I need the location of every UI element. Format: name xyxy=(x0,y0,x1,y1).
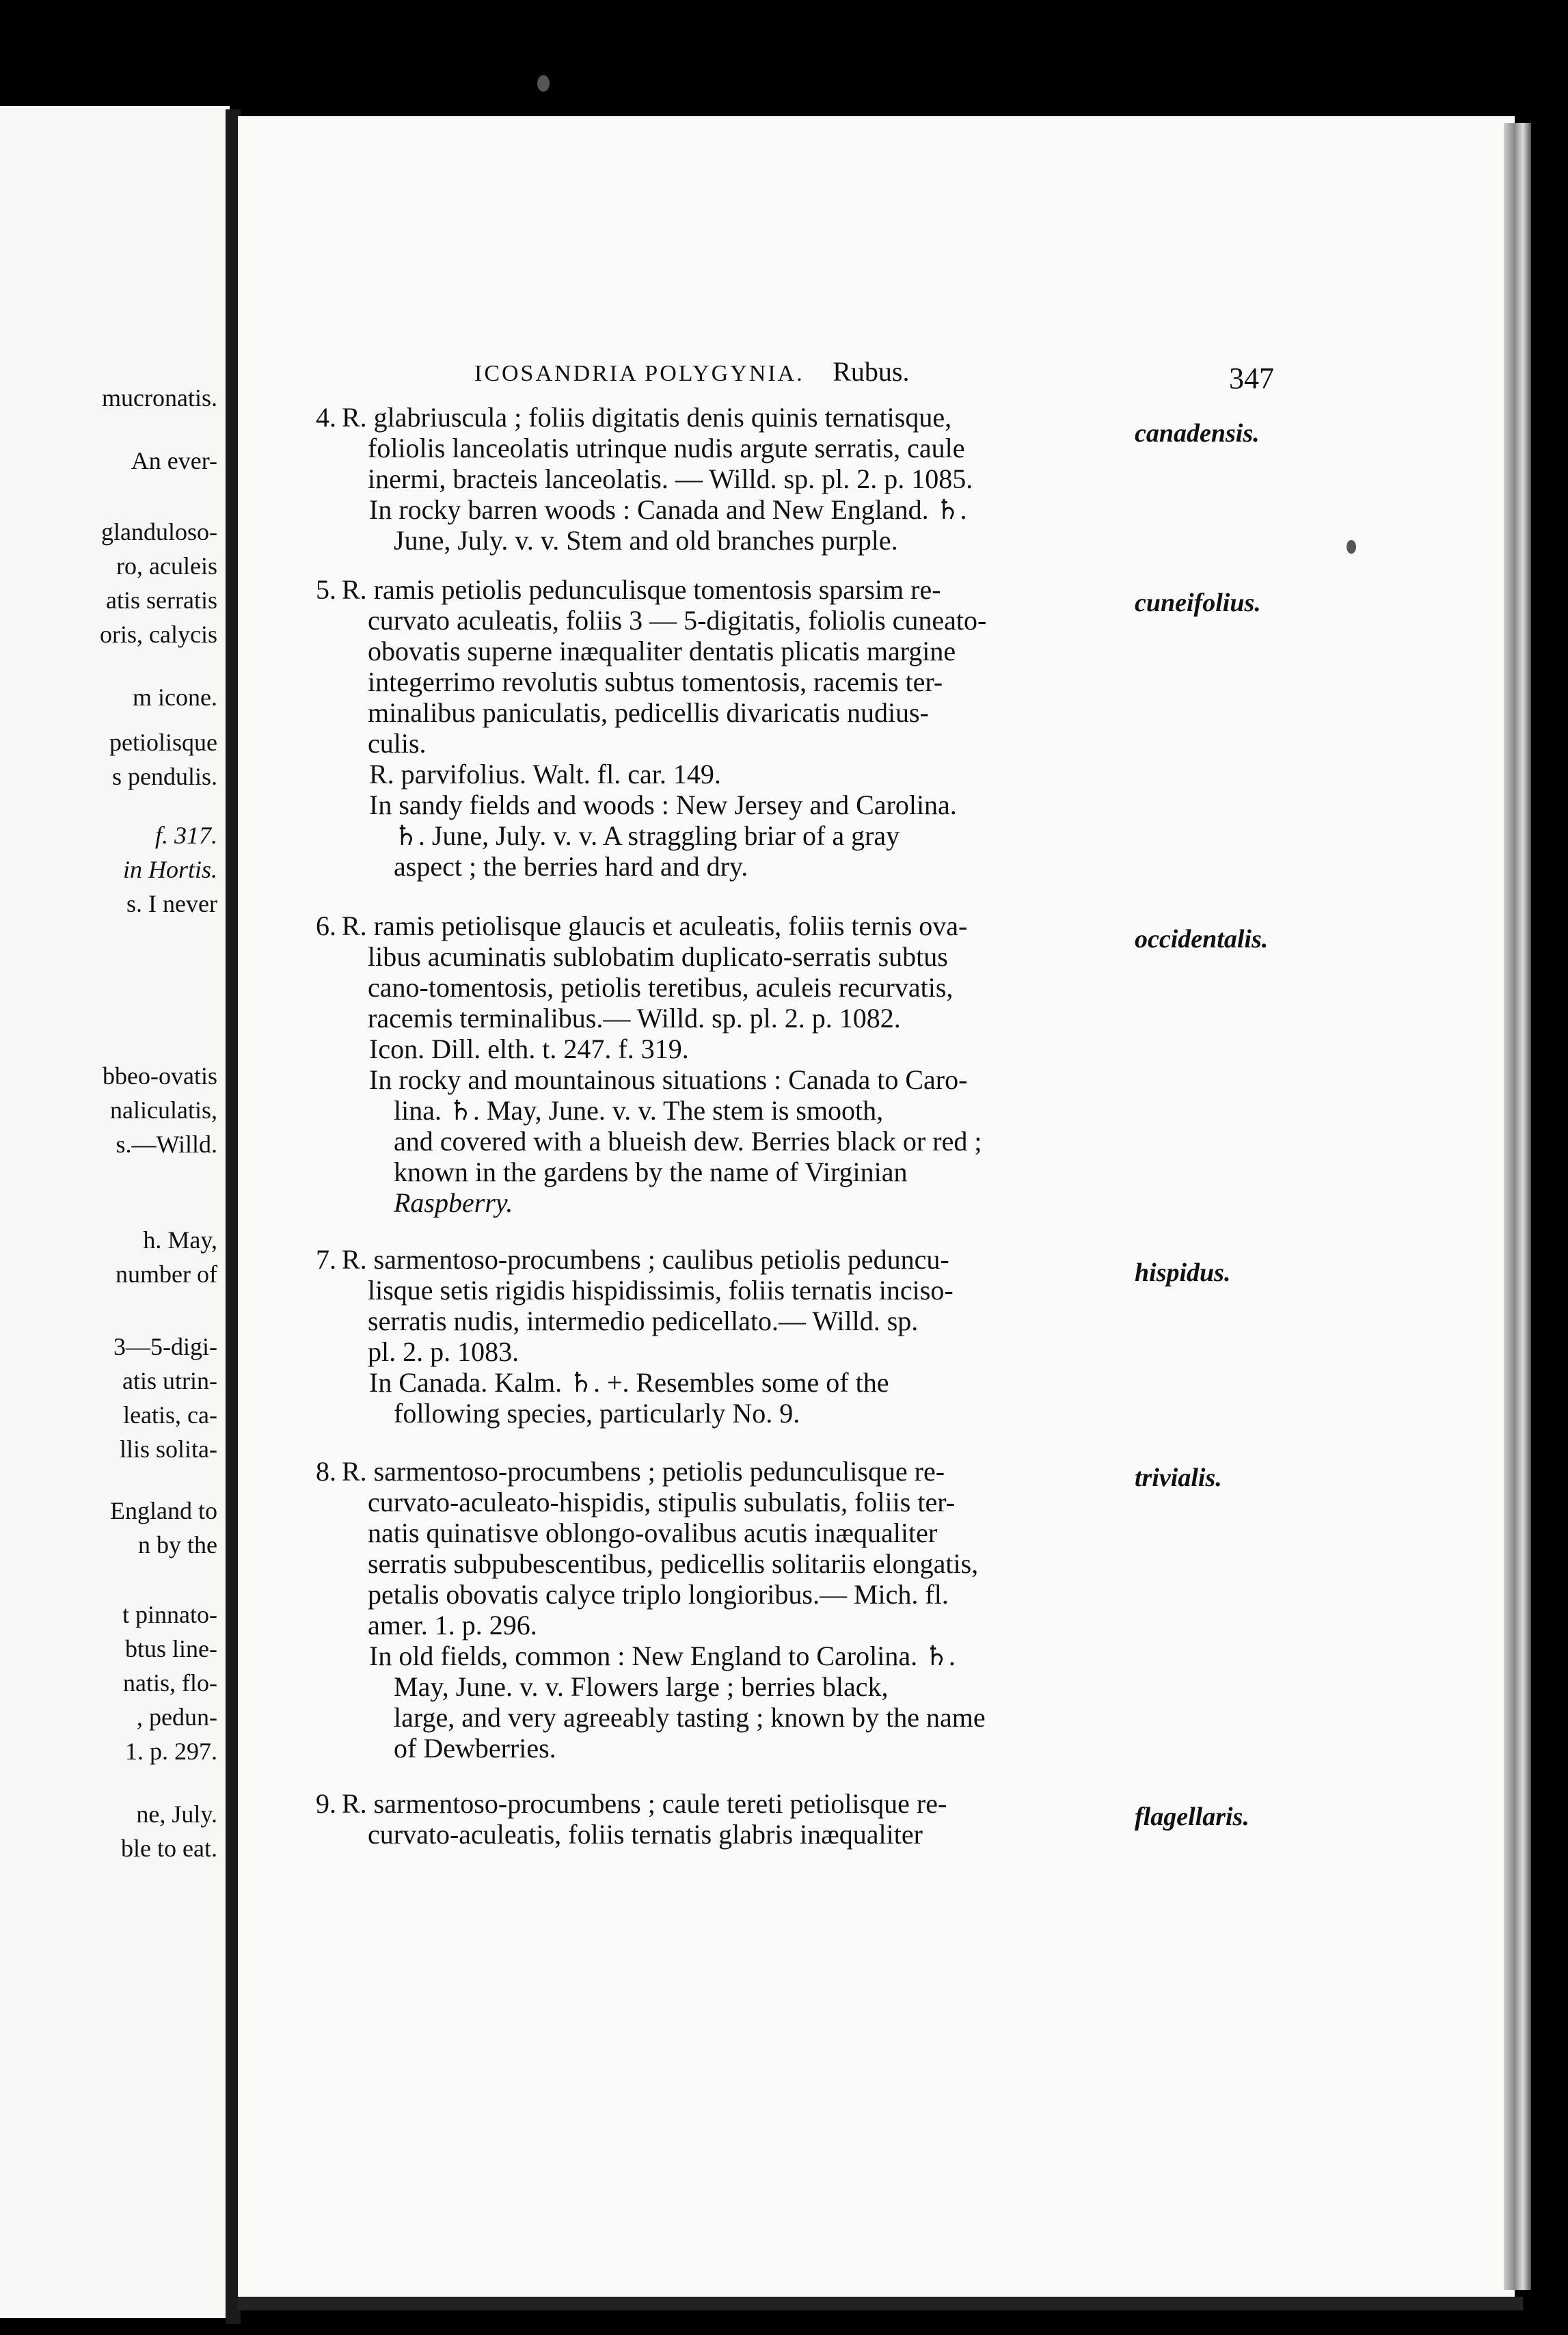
entry-line: lina. ♄. May, June. v. v. The stem is smooth, xyxy=(394,1095,884,1126)
left-page-line: mucronatis. xyxy=(102,384,217,411)
entry-line: lisque setis rigidis hispidissimis, foliis ternatis inciso- xyxy=(368,1275,954,1306)
left-page-line: natis, flo- xyxy=(123,1669,217,1697)
entry-number: 9. xyxy=(316,1788,336,1819)
entry-line: 6. R. ramis petiolisque glaucis et aculeatis, foliis ternis ova- xyxy=(316,910,968,941)
entry-line: and covered with a blueish dew. Berries black or red ; xyxy=(394,1126,982,1157)
left-page-line: bbeo-ovatis xyxy=(103,1062,217,1090)
entry-line: In rocky barren woods : Canada and New England. ♄. xyxy=(369,494,967,525)
left-page-line: oris, calycis xyxy=(100,621,217,648)
left-page-line: s.—Willd. xyxy=(116,1131,217,1158)
entry-number: 7. xyxy=(316,1244,336,1275)
entry-line: following species, particularly No. 9. xyxy=(394,1398,800,1429)
left-page-line: , pedun- xyxy=(137,1703,217,1731)
entry-line: serratis nudis, intermedio pedicellato.— Willd. sp. xyxy=(368,1306,919,1336)
species-entry xyxy=(316,910,1100,1218)
entry-line: known in the gardens by the name of Virginian xyxy=(394,1157,908,1187)
ink-smudge xyxy=(537,75,550,92)
entry-line: In sandy fields and woods : New Jersey and Carolina. xyxy=(369,789,957,820)
entry-line: racemis terminalibus.— Willd. sp. pl. 2. p. 1082. xyxy=(368,1003,901,1034)
page-number: 347 xyxy=(1229,362,1274,395)
entry-line: 8. R. sarmentoso-procumbens ; petiolis pedunculisque re- xyxy=(316,1456,945,1487)
entry-line: integerrimo revolutis subtus tomentosis, racemis ter- xyxy=(368,666,943,697)
entry-line: cano-tomentosis, petiolis teretibus, aculeis recurvatis, xyxy=(368,972,954,1003)
left-page-line: m icone. xyxy=(133,684,217,711)
left-page-line: atis utrin- xyxy=(122,1367,217,1394)
entry-line: natis quinatisve oblongo-ovalibus acutis inæqualiter xyxy=(368,1517,938,1548)
species-margin-name: hispidus. xyxy=(1135,1258,1231,1287)
species-margin-name: occidentalis. xyxy=(1135,925,1269,954)
entry-line: May, June. v. v. Flowers large ; berries black, xyxy=(394,1671,889,1702)
entry-line: libus acuminatis sublobatim duplicato-serratis subtus xyxy=(368,941,948,972)
entry-line: aspect ; the berries hard and dry. xyxy=(394,851,748,882)
entry-line: petalis obovatis calyce triplo longioribus.— Mich. fl. xyxy=(368,1579,949,1610)
entry-line: obovatis superne inæqualiter dentatis plicatis margine xyxy=(368,636,956,666)
entry-line: pl. 2. p. 1083. xyxy=(368,1336,519,1367)
species-entry xyxy=(316,1456,1100,1764)
entry-number: 4. xyxy=(316,402,336,433)
left-page-line: t pinnato- xyxy=(122,1601,217,1628)
entry-number: 5. xyxy=(316,574,336,605)
left-page-line: h. May, xyxy=(143,1226,217,1254)
entry-line: foliolis lanceolatis utrinque nudis argute serratis, caule xyxy=(368,433,965,463)
species-margin-name: canadensis. xyxy=(1135,419,1260,448)
left-page-line: f. 317. xyxy=(154,822,217,849)
entry-line: serratis subpubescentibus, pedicellis solitariis elongatis, xyxy=(368,1548,979,1579)
entry-line: June, July. v. v. Stem and old branches purple. xyxy=(394,525,898,556)
entry-number: 6. xyxy=(316,910,336,941)
ink-smudge xyxy=(1347,540,1356,554)
left-page-line: 1. p. 297. xyxy=(125,1738,217,1765)
entry-line: In old fields, common : New England to Carolina. ♄. xyxy=(369,1641,956,1671)
entry-line: of Dewberries. xyxy=(394,1733,556,1764)
page-edge xyxy=(1504,123,1531,2290)
left-page-line: btus line- xyxy=(125,1635,217,1662)
species-entry xyxy=(316,574,1100,882)
entry-line: ♄. June, July. v. v. A straggling briar of a gray xyxy=(394,820,900,851)
species-entry xyxy=(316,1788,1100,1850)
entry-line: amer. 1. p. 296. xyxy=(368,1610,537,1641)
species-entry xyxy=(316,1244,1100,1429)
entry-line: 5. R. ramis petiolis pedunculisque tomentosis sparsim re- xyxy=(316,574,941,605)
entry-line: R. parvifolius. Walt. fl. car. 149. xyxy=(369,759,721,789)
left-page-line: atis serratis xyxy=(106,586,217,614)
entry-line: Icon. Dill. elth. t. 247. f. 319. xyxy=(369,1034,689,1064)
left-page-line: ble to eat. xyxy=(121,1835,217,1862)
bottom-shadow xyxy=(238,2297,1523,2310)
entry-line: minalibus paniculatis, pedicellis divaricatis nudius- xyxy=(368,697,929,728)
left-page-line: llis solita- xyxy=(120,1435,217,1463)
left-page-line: s. I never xyxy=(126,890,217,917)
left-page-line: s pendulis. xyxy=(111,763,217,790)
entry-line: Raspberry. xyxy=(394,1187,513,1218)
entry-number: 8. xyxy=(316,1456,336,1487)
entry-line: In Canada. Kalm. ♄. +. Resembles some of the xyxy=(369,1367,889,1398)
entry-line: 7. R. sarmentoso-procumbens ; caulibus petiolis peduncu- xyxy=(316,1244,949,1275)
species-entry xyxy=(316,402,1100,556)
running-title: ICOSANDRIA POLYGYNIA. xyxy=(474,361,805,386)
left-page-line: ro, aculeis xyxy=(116,552,217,580)
left-page-line: n by the xyxy=(138,1531,217,1558)
entry-line: curvato-aculeatis, foliis ternatis glabris inæqualiter xyxy=(368,1819,923,1850)
species-margin-name: cuneifolius. xyxy=(1135,589,1261,617)
left-page-line: in Hortis. xyxy=(122,856,217,883)
entry-line: In rocky and mountainous situations : Canada to Caro- xyxy=(369,1064,968,1095)
left-page-line: glanduloso- xyxy=(101,518,217,545)
running-header xyxy=(474,355,909,388)
left-page-line: naliculatis, xyxy=(110,1096,217,1124)
left-page-line: petiolisque xyxy=(109,729,217,756)
species-margin-name: trivialis. xyxy=(1135,1463,1222,1492)
left-page-line: 3—5-digi- xyxy=(113,1333,217,1360)
entry-line: curvato aculeatis, foliis 3 — 5-digitatis, foliolis cuneato- xyxy=(368,605,987,636)
species-margin-name: flagellaris. xyxy=(1135,1803,1249,1831)
entry-line: curvato-aculeato-hispidis, stipulis subulatis, foliis ter- xyxy=(368,1487,956,1517)
entry-line: large, and very agreeably tasting ; known by the name xyxy=(394,1702,986,1733)
left-page-line: ne, July. xyxy=(136,1800,217,1828)
left-page-line: number of xyxy=(116,1260,217,1288)
left-page xyxy=(0,106,230,2318)
entry-line: inermi, bracteis lanceolatis. — Willd. sp. pl. 2. p. 1085. xyxy=(368,463,973,494)
left-page-line: England to xyxy=(110,1497,217,1524)
genus-title: Rubus. xyxy=(833,356,910,387)
entry-line: culis. xyxy=(368,728,427,759)
left-page-line: leatis, ca- xyxy=(123,1401,217,1429)
entry-line: 4. R. glabriuscula ; foliis digitatis denis quinis ternatisque, xyxy=(316,402,952,433)
entry-line: 9. R. sarmentoso-procumbens ; caule tereti petiolisque re- xyxy=(316,1788,947,1819)
left-page-line: An ever- xyxy=(131,447,217,474)
